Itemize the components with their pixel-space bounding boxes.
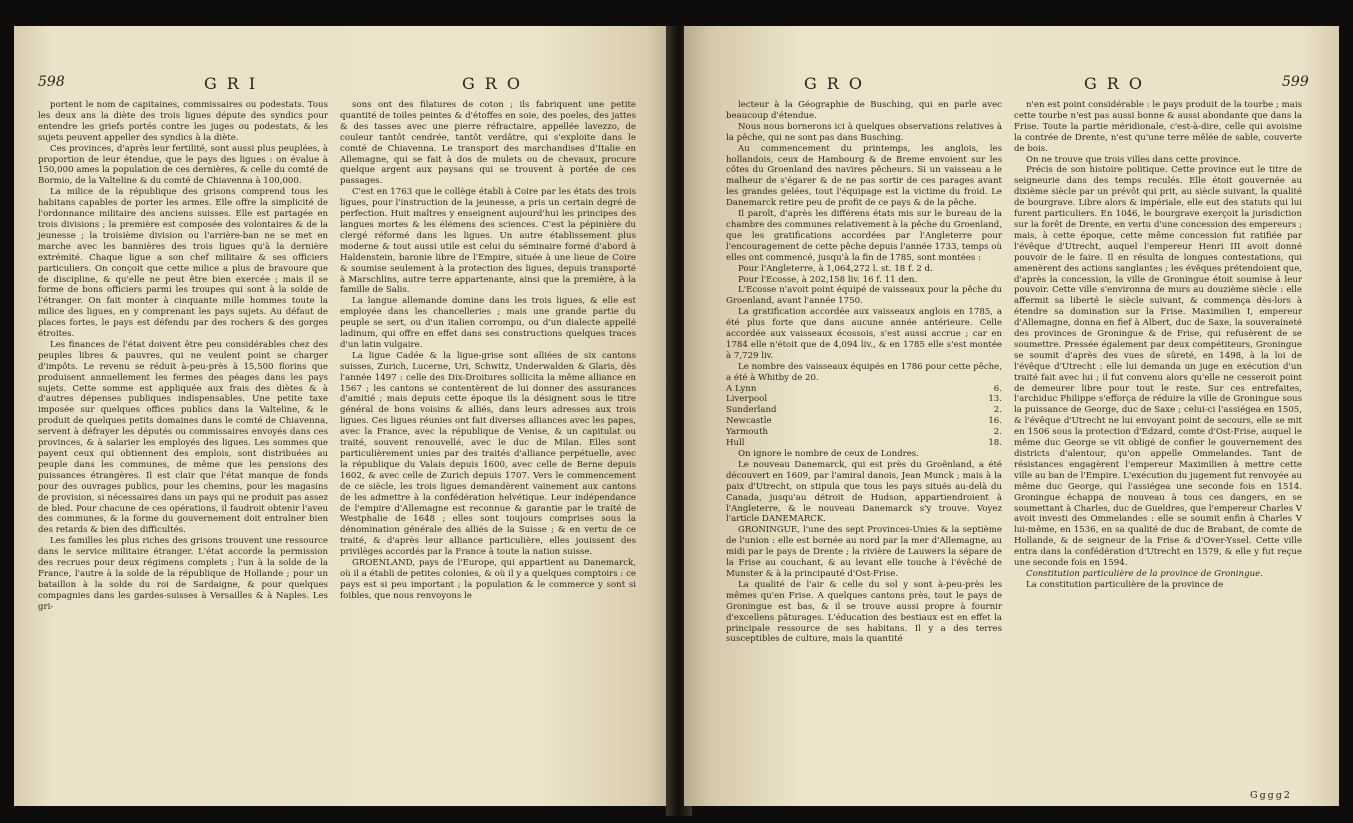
right-page xyxy=(684,26,1339,806)
port-name: Hull xyxy=(726,438,745,449)
text-column-1 xyxy=(38,100,328,613)
paragraph: Les finances de l'état doivent être peu considérables chez des peuples libres & pauvres, qui ne veulent point se charger d'impôts. Le revenu se réduit à-peu-près à 15,500 florins que produisent annuellement les fermes des péages dans les pays sujets. Cette somme est appliquée aux frais des diètes & à d'autres dépenses publiques indispensables. Une petite taxe imposée sur quelques offices publics dans la Valteline, & le produit de quelques petits domaines dans le comté de Chiavenna, servent à défrayer les députés ou commissaires envoyés dans ces provinces, & à salarier les employés des ligues. Les sommes que payent ceux qui obtiennent des emplois, sont distribuées au peuple dans les communes, de même que les pensions des puissances étrangères. Il est clair que l'état manque de fonds pour des ouvrages publics, pour les chemins, pour les magasins de provision, si nécessaires dans un pays qui ne produit pas assez de bled. Pour chacune de ces opérations, il faudroit obtenir l'aveu des communes, & la forme du gouvernement doit entraîner bien des retards & bien des difficultés. xyxy=(38,339,328,536)
paragraph: La gratification accordée aux vaisseaux anglois en 1785, a été plus forte que dans aucune année antérieure. Celle accordée aux vaisseaux écossois, s'est aussi accrue ; car en 1784 elle n'étoit que de 4,094 liv., & en 1785 elle s'est montée à 7,729 liv. xyxy=(726,307,1002,361)
table-row xyxy=(726,405,1002,416)
table-row xyxy=(726,394,1002,405)
port-name: A Lynn xyxy=(726,383,757,394)
ports-table xyxy=(726,384,1002,449)
text-column-2 xyxy=(340,100,636,602)
port-name: Sunderland xyxy=(726,405,777,416)
paragraph: Le nombre des vaisseaux équipés en 1786 pour cette pêche, a été à Whitby de 20. xyxy=(726,361,1002,383)
paragraph: Constitution particulière de la province de Groningue. xyxy=(1026,568,1263,579)
running-head: GRI xyxy=(204,74,266,93)
open-book xyxy=(14,26,1339,816)
paragraph: Il paroît, d'après les différens états mis sur le bureau de la chambre des communes relativement à la pêche du Groenland, que les gratifications accordées par l'Angleterre pour l'encouragement de cette pêche depuis l'année 1733, temps où elles ont commencé, jusqu'à la fin de 1785, sont montées : xyxy=(726,209,1002,263)
page-number: 599 xyxy=(1282,74,1309,90)
paragraph: On ne trouve que trois villes dans cette province. xyxy=(1026,154,1241,165)
ship-count: 2. xyxy=(993,405,1002,416)
left-page xyxy=(14,26,674,806)
running-head: GRO xyxy=(462,74,530,93)
paragraph: Les familles les plus riches des grisons trouvent une ressource dans le service militaire étranger. L'état accorde la permission des recrues pour deux régimens complets ; l'un à la solde de la France, l'autre à la solde de la république de Hollande ; pour un bataillon à la solde du roi de Sardaigne, & pour quelques compagnies dans les gardes-suisses à Versailles & à Naples. Les gri- xyxy=(38,536,328,612)
port-name: Liverpool xyxy=(726,394,768,405)
signature-mark: Gggg2 xyxy=(1250,790,1292,801)
paragraph: Nous nous bornerons ici à quelques observations relatives à la pêche, qui ne sont pas dans Busching. xyxy=(726,121,1002,143)
paragraph: lecteur à la Géographie de Busching, qui en parle avec beaucoup d'étendue. xyxy=(726,100,1002,121)
paragraph: Au commencement du printemps, les anglois, les hollandois, ceux de Hambourg & de Breme envoient sur les côtes du Groenland des navires pêcheurs. Si un vaisseau a le malheur de s'égarer & de ne pas sortir de ces parages avant les grandes gelées, tout l'équipage est la victime du froid. Le Danemarck retire peu de profit de ce pays & de la pêche. xyxy=(726,143,1002,209)
table-row xyxy=(726,416,1002,427)
text-column-1 xyxy=(726,100,1002,645)
paragraph: La langue allemande domine dans les trois ligues, & elle est employée dans les chancelleries ; mais une grande partie du peuple se sert, ou d'un italien corrompu, ou d'un dialecte appellé ladinum, qui offre en effet dans ses constructions quelques traces d'un latin vulgaire. xyxy=(340,296,636,350)
table-row xyxy=(726,427,1002,438)
paragraph: n'en est point considérable : le pays produit de la tourbe ; mais cette tourbe n'est pas aussi bonne & aussi abondante que dans la Frise. Toute la partie méridionale, c'est-à-dire, celle qui avoisine la contrée de Drente, n'est qu'une terre mêlée de sable, couverte de bois. xyxy=(1014,100,1302,154)
paragraph: L'Ecosse n'avoit point équipé de vaisseaux pour la pêche du Groenland, avant l'année 1750. xyxy=(726,285,1002,307)
paragraph: On ignore le nombre de ceux de Londres. xyxy=(738,449,919,459)
paragraph: sons ont des filatures de coton ; ils fabriquent une petite quantité de toiles peintes & d'étoffes en soie, des poeles, des jattes & des tasses avec une pierre réfractaire, appellée lavezzo, de couleur tantôt cendrée, tantôt verdâtre, qui s'exploite dans le comté de Chiavenna. Le transport des marchandises d'Italie en Allemagne, qui se fait à dos de mulets ou de chevaux, procure quelque argent aux paysans qui se trouvent à portée de ces passages. xyxy=(340,100,636,187)
ship-count: 6. xyxy=(993,383,1002,394)
paragraph: La constitution particulière de la province de xyxy=(1026,579,1224,590)
running-head: GRO xyxy=(804,74,872,93)
text-column-2 xyxy=(1014,100,1302,591)
paragraph: Ces provinces, d'après leur fertilité, sont aussi plus peuplées, à proportion de leur étendue, que le pays des ligues : on évalue à 150,000 ames la population de ces dernières, & celle du comté de Bormio, de la Valteline & du comté de Chiavenna à 100,000. xyxy=(38,143,328,187)
paragraph: GRONINGUE, l'une des sept Provinces-Unies & la septième de l'union : elle est bornée au nord par la mer d'Allemagne, au midi par le pays de Drente ; la rivière de Lauwers la sépare de la Frise au couchant, & au levant elle touche à l'évêché de Munster & à la principauté d'Ost-Frise. xyxy=(726,525,1002,579)
paragraph: Pour l'Angleterre, à 1,064,272 l. st. 18 f. 2 d. xyxy=(738,263,933,274)
paragraph: La qualité de l'air & celle du sol y sont à-peu-près les mêmes qu'en Frise. A quelques cantons près, tout le pays de Groningue est bas, & il se trouve aussi propre à fournir d'excellens pâturages. L'éducation des bestiaux est en effet la principale ressource de ses habitans. Il y a des terres susceptibles de culture, mais la quantité xyxy=(726,579,1002,645)
paragraph: GROENLAND, pays de l'Europe, qui appartient au Danemarck, où il a établi de petites colonies, & où il y a quelques comptoirs : ce pays est si peu important ; la population & le commerce y sont si foibles, que nous renvoyons le xyxy=(340,558,636,601)
paragraph: portent le nom de capitaines, commissaires ou podestats. Tous les deux ans la diète des trois ligues députe des syndics pour entendre les griefs portés contre les juges ou podestats, & les sujets peuvent appeller des syndics à la diète. xyxy=(38,100,328,143)
running-head: GRO xyxy=(1084,74,1152,93)
ship-count: 16. xyxy=(988,416,1002,427)
ship-count: 18. xyxy=(988,438,1002,449)
page-number: 598 xyxy=(38,74,65,90)
ship-count: 2. xyxy=(993,427,1002,438)
table-row xyxy=(726,438,1002,449)
port-name: Yarmouth xyxy=(726,427,769,438)
ship-count: 13. xyxy=(988,394,1002,405)
paragraph: La ligue Cadée & la ligue-grise sont alliées de six cantons suisses, Zurich, Lucerne, Uri, Schwitz, Underwalden & Glaris, dès l'année 1497 : celle des Dix-Droitures sollicita la même alliance en 1567 ; les cantons se contentèrent de lui donner des assurances d'amitié ; mais depuis cette époque ils la désignent sous le titre général de bons voisins & alliés, dans leurs adresses aux trois ligues. Ces ligues réunies ont fait diverses alliances avec les papes, avec la France, avec la république de Venise, & un capitulat ou traité, souvent renouvellé, avec le duc de Milan. Elles sont particulièrement unies par des traités d'alliance perpétuelle, avec la république du Valais depuis 1600, avec celle de Berne depuis 1602, & avec celle de Zurich depuis 1707. Vers le commencement de ce siècle, les trois ligues demandèrent vainement aux cantons de les admettre à la confédération helvétique. Leur indépendance de l'empire d'Allemagne est reconnue & garantie par le traité de Westphalie de 1648 ; elles sont toujours comprises sous la dénomination générale des alliés de la Suisse ; & en vertu de ce traité, & d'après leur alliance particulière, elles jouissent des privilèges accordés par la France à toute la nation suisse. xyxy=(340,350,636,558)
paragraph: C'est en 1763 que le collège établi à Coire par les états des trois ligues, pour l'instruction de la jeunesse, a pris un certain degré de perfection. Huit maîtres y enseignent aujourd'hui les principes des langues mortes & les élémens des sciences. C'est la pépinière du clergé réformé dans les ligues. Un autre établissement plus moderne & tout aussi utile est celui du séminaire formé d'abord à Haldenstein, baronie libre de l'Empire, située à une lieue de Coire & soumise seulement à la protection des ligues, depuis transporté à Marschlins, autre terre appartenante, ainsi que la première, à la famille de Salis. xyxy=(340,187,636,296)
paragraph: La milice de la république des grisons comprend tous les habitans capables de porter les armes. Elle offre la simplicité de l'ordonnance militaire des anciens suisses. Elle est partagée en trois divisions ; la première est composée des volontaires & de la jeunesse ; la troisième division ou l'arrière-ban ne se met en marche avec les bannières des trois ligues qu'à la dernière extrémité. Chaque ligue a son chef militaire & ses officiers particuliers. On conçoit que cette milice a plus de bravoure que de discipline, & qu'elle ne peut être bien exercée ; mais il se forme de bons officiers parmi les troupes qui sont à la solde de l'étranger. On fait monter à cinquante mille hommes toute la milice des ligues, en y comprenant les pays sujets. Au défaut de places fortes, le pays est défendu par des rochers & des gorges étroites. xyxy=(38,187,328,340)
paragraph: Précis de son histoire politique. Cette province eut le titre de seigneurie dans des temps reculés. Elle étoit gouvernée au dixième siècle par un prévôt qui prit, au siècle suivant, la qualité de bourgrave. Libre alors & impériale, elle eut des statuts qui lui furent particuliers. En 1046, le bourgrave exerçoit la jurisdiction sur la forêt de Drente, en vertu d'une concession des empereurs ; mais, à cette époque, cette même concession fut ratifiée par l'évêque d'Utrecht, auquel l'empereur Henri III avoit donné pouvoir de le faire. Il en résulta de longues contestations, qui amenèrent des actions sanglantes ; les évêques prétendoient que, d'après la concession, la ville de Groningue étoit soumise à leur pouvoir. Cette ville s'environna de murs au douzième siècle : elle affermit sa liberté le siècle suivant, & commença dès-lors à étendre sa domination sur la Frise. Maximilien I, empereur d'Allemagne, donna en fief à Albert, duc de Saxe, la souveraineté des provinces de Groningue & de Frise, qui refusèrent de se soumettre. Pressée également par deux compétiteurs, Groningue se soumit d'après des vues de sûreté, en 1498, à la loi de l'évêque d'Utrecht : elle lui demanda un juge en exécution d'un traité fait avec lui ; il fut convenu alors qu'elle ne cesseroit point de demeurer libre pour tout le reste. Sur ces entrefaites, l'archiduc Philippe s'efforça de réduire la ville de Groningue sous la puissance de George, duc de Saxe ; celui-ci l'assiégea en 1505, & l'évêque d'Utrecht ne lui envoyant point de secours, elle se mit en 1506 sous la protection d'Edzard, comte d'Ost-Frise, auquel le même duc George se vit obligé de confier le gouvernement des districts d'alentour, qu'on appelle Ommelandes. Tant de résistances engagèrent l'empereur Maximilien à mettre cette ville au ban de l'Empire. L'exécution du jugement fut renvoyée au même duc George, qui l'assiégea une seconde fois en 1514. Groningue échappa de nouveau à tous ces dangers, en se soumettant à Charles, duc de Gueldres, que l'empereur Charles V avoit investi des Ommelandes : elle se soumit enfin à Charles V lui-même, en 1536, en sa qualité de duc de Brabant, de comte de Hollande, & de seigneur de la Frise & d'Over-Yssel. Cette ville entra dans la confédération d'Utrecht en 1579, & elle y fut reçue une seconde fois en 1594. xyxy=(1014,165,1303,569)
paragraph: Le nouveau Danemarck, qui est près du Groënland, a été découvert en 1609, par l'amiral danois, Jean Munck ; mais à la paix d'Utrecht, on stipula que tous les pays situés au-delà du Canada, jusqu'au détroit de Hudson, appartiendroient à l'Angleterre, & le nouveau Danemarck s'y trouve. Voyez l'article DANEMARCK. xyxy=(726,459,1002,525)
table-row xyxy=(726,384,1002,395)
paragraph: Pour l'Ecosse, à 202,158 liv. 16 f. 11 den. xyxy=(738,274,918,285)
port-name: Newcastle xyxy=(726,416,772,427)
